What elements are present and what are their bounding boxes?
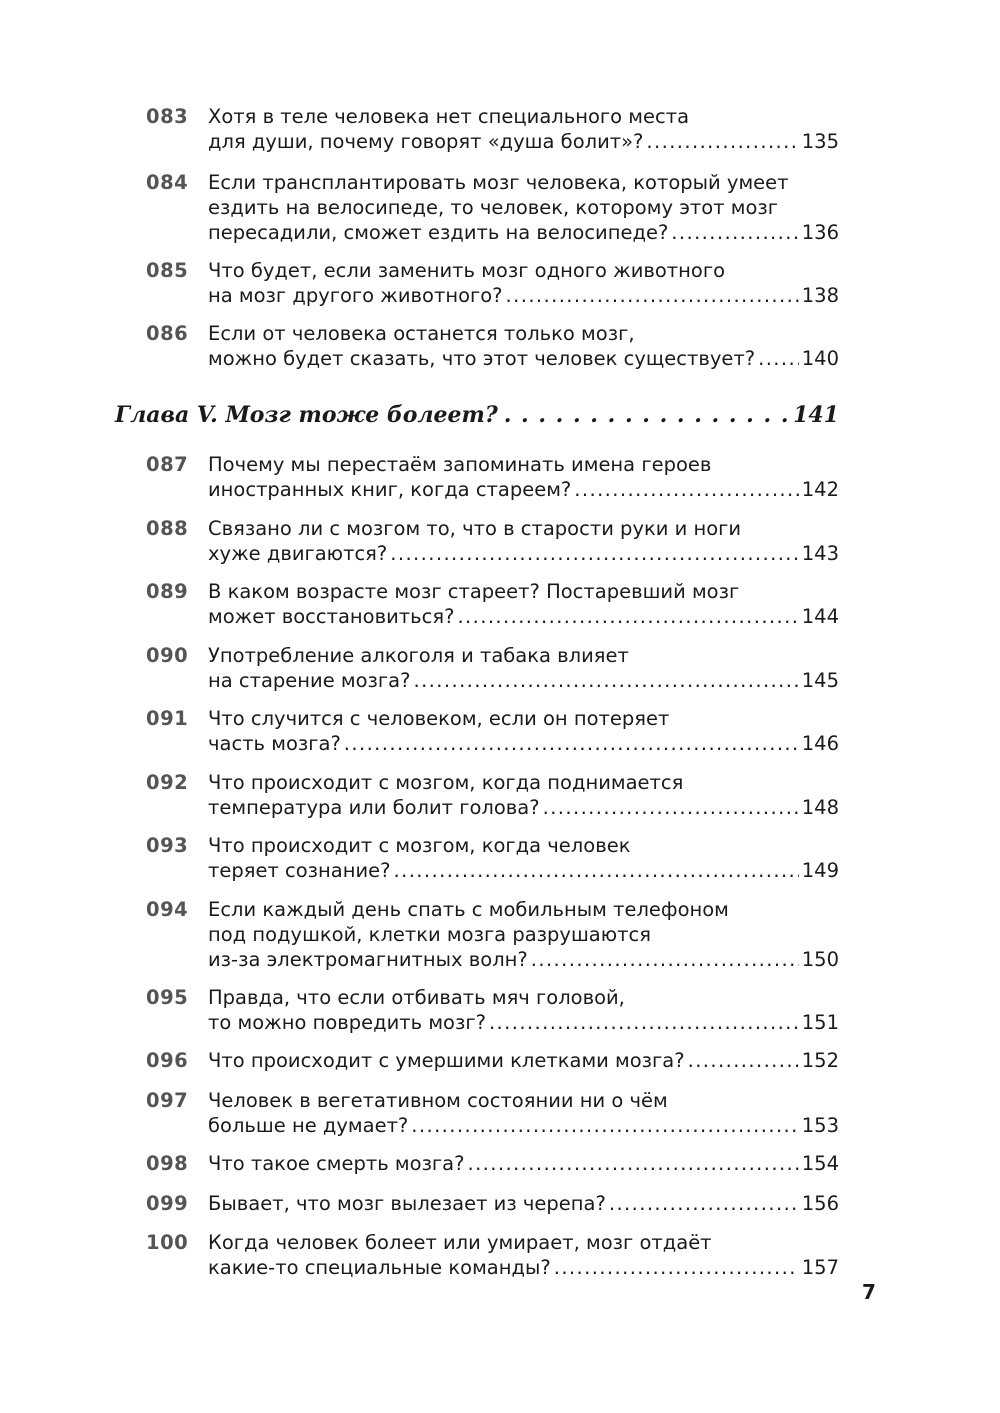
entry-page-number: 135 bbox=[801, 130, 839, 153]
dot-leader bbox=[646, 129, 798, 154]
entry-text-line: Правда, что если отбивать мяч головой, bbox=[208, 986, 625, 1009]
chapter-title: Глава V. Мозг тоже болеет? bbox=[115, 402, 498, 428]
entry-last-line bbox=[208, 1255, 839, 1280]
entry-text-line: температура или болит голова? bbox=[208, 796, 540, 819]
dot-leader bbox=[457, 604, 798, 629]
dot-leader bbox=[531, 947, 799, 972]
entry-number: 092 bbox=[146, 771, 189, 794]
entry-last-line bbox=[208, 858, 839, 883]
entry-last-line bbox=[208, 1151, 839, 1176]
entry-text-line: то можно повредить мозг? bbox=[208, 1011, 486, 1034]
entry-text-line: Что такое смерть мозга? bbox=[208, 1152, 465, 1175]
entry-number: 083 bbox=[146, 105, 189, 128]
entry-page-number: 149 bbox=[801, 859, 839, 882]
entry-last-line bbox=[208, 541, 839, 566]
entry-page-number: 157 bbox=[801, 1256, 839, 1279]
dot-leader bbox=[489, 1010, 799, 1035]
entry-text-line: Что случится с человеком, если он потеряет bbox=[208, 707, 670, 730]
page-folio: 7 bbox=[862, 1280, 876, 1304]
entry-last-line bbox=[208, 1010, 839, 1035]
entry-text-line: Что происходит с мозгом, когда поднимается bbox=[208, 771, 684, 794]
entry-text-line: Хотя в теле человека нет специального места bbox=[208, 105, 690, 128]
entry-text-line: Если от человека останется только мозг, bbox=[208, 322, 635, 345]
chapter-dot-leader bbox=[504, 402, 787, 428]
entry-text-line: Когда человек болеет или умирает, мозг отдаёт bbox=[208, 1231, 712, 1254]
entry-last-line bbox=[208, 604, 839, 629]
entry-number: 098 bbox=[146, 1152, 189, 1175]
entry-last-line bbox=[208, 668, 839, 693]
entry-page-number: 140 bbox=[801, 347, 839, 370]
entry-page-number: 143 bbox=[801, 542, 839, 565]
entry-text-line: В каком возрасте мозг стареет? Постаревший мозг bbox=[208, 580, 740, 603]
entry-text-line: ездить на велосипеде, то человек, которому этот мозг bbox=[208, 196, 778, 219]
toc-entry bbox=[115, 104, 839, 154]
toc-entry bbox=[115, 258, 839, 308]
dot-leader bbox=[671, 220, 798, 245]
entry-text-line: можно будет сказать, что этот человек существует? bbox=[208, 347, 756, 370]
entry-text-line: Почему мы перестаём запоминать имена героев bbox=[208, 453, 712, 476]
entry-number: 084 bbox=[146, 171, 189, 194]
dot-leader bbox=[394, 858, 799, 883]
dot-leader bbox=[467, 1151, 798, 1176]
entry-last-line bbox=[208, 1191, 839, 1216]
toc-entry bbox=[115, 170, 839, 245]
entry-page-number: 150 bbox=[801, 948, 839, 971]
entry-text-line: иностранных книг, когда стареем? bbox=[208, 478, 572, 501]
entry-page-number: 152 bbox=[801, 1049, 839, 1072]
dot-leader bbox=[758, 346, 799, 371]
toc-entry bbox=[115, 321, 839, 371]
entry-text-line: под подушкой, клетки мозга разрушаются bbox=[208, 923, 651, 946]
dot-leader bbox=[413, 668, 798, 693]
dot-leader bbox=[554, 1255, 799, 1280]
dot-leader bbox=[506, 283, 799, 308]
entry-text-line: Если каждый день спать с мобильным телефоном bbox=[208, 898, 729, 921]
toc-entry bbox=[115, 706, 839, 756]
entry-text-line: на старение мозга? bbox=[208, 669, 411, 692]
entry-text-line: Что происходит с мозгом, когда человек bbox=[208, 834, 631, 857]
entry-text-line: часть мозга? bbox=[208, 732, 341, 755]
toc-entry bbox=[115, 1048, 839, 1073]
toc-entry bbox=[115, 897, 839, 972]
entry-last-line bbox=[208, 129, 839, 154]
entry-last-line bbox=[208, 731, 839, 756]
entry-page-number: 136 bbox=[801, 221, 839, 244]
chapter-page-number: 141 bbox=[793, 402, 839, 428]
entry-page-number: 154 bbox=[801, 1152, 839, 1175]
dot-leader bbox=[688, 1048, 799, 1073]
entry-text-line: Если трансплантировать мозг человека, который умеет bbox=[208, 171, 789, 194]
entry-page-number: 138 bbox=[801, 284, 839, 307]
toc-entry bbox=[115, 1191, 839, 1216]
entry-text-line: Бывает, что мозг вылезает из черепа? bbox=[208, 1192, 606, 1215]
entry-number: 089 bbox=[146, 580, 189, 603]
toc-entry bbox=[115, 579, 839, 629]
entry-number: 096 bbox=[146, 1049, 189, 1072]
entry-text-line: Человек в вегетативном состоянии ни о чём bbox=[208, 1089, 668, 1112]
toc-entry bbox=[115, 1088, 839, 1138]
toc-entry bbox=[115, 770, 839, 820]
entry-number: 095 bbox=[146, 986, 189, 1009]
dot-leader bbox=[574, 477, 798, 502]
entry-text-line: теряет сознание? bbox=[208, 859, 391, 882]
entry-text-line: Что будет, если заменить мозг одного животного bbox=[208, 259, 726, 282]
entry-page-number: 148 bbox=[801, 796, 839, 819]
dot-leader bbox=[609, 1191, 799, 1216]
entry-text-line: Что происходит с умершими клетками мозга? bbox=[208, 1049, 685, 1072]
entry-last-line bbox=[208, 477, 839, 502]
toc-entry bbox=[115, 516, 839, 566]
dot-leader bbox=[543, 795, 799, 820]
entry-last-line bbox=[208, 795, 839, 820]
entry-last-line bbox=[208, 220, 839, 245]
entry-number: 087 bbox=[146, 453, 189, 476]
entry-last-line bbox=[208, 346, 839, 371]
entry-text-line: на мозг другого животного? bbox=[208, 284, 503, 307]
entry-number: 088 bbox=[146, 517, 189, 540]
entry-last-line bbox=[208, 1113, 839, 1138]
dot-leader bbox=[344, 731, 799, 756]
entry-number: 099 bbox=[146, 1192, 189, 1215]
toc-entry bbox=[115, 1151, 839, 1176]
entry-page-number: 153 bbox=[801, 1114, 839, 1137]
entry-page-number: 156 bbox=[801, 1192, 839, 1215]
entry-number: 100 bbox=[146, 1231, 189, 1254]
dot-leader bbox=[411, 1113, 798, 1138]
entry-page-number: 145 bbox=[801, 669, 839, 692]
toc-entry bbox=[115, 1230, 839, 1280]
toc-entry bbox=[115, 833, 839, 883]
entry-number: 094 bbox=[146, 898, 189, 921]
entry-text-line: из-за электромагнитных волн? bbox=[208, 948, 528, 971]
entry-text-line: хуже двигаются? bbox=[208, 542, 388, 565]
entry-last-line bbox=[208, 1048, 839, 1073]
entry-number: 090 bbox=[146, 644, 189, 667]
entry-number: 093 bbox=[146, 834, 189, 857]
entry-text-line: может восстановиться? bbox=[208, 605, 455, 628]
entry-text-line: больше не думает? bbox=[208, 1114, 409, 1137]
entry-text-line: пересадили, сможет ездить на велосипеде? bbox=[208, 221, 669, 244]
entry-text-line: Употребление алкоголя и табака влияет bbox=[208, 644, 629, 667]
entry-page-number: 142 bbox=[801, 478, 839, 501]
toc-entry bbox=[115, 452, 839, 502]
entry-last-line bbox=[208, 283, 839, 308]
toc-entry bbox=[115, 985, 839, 1035]
entry-text-line: для души, почему говорят «душа болит»? bbox=[208, 130, 644, 153]
entry-number: 085 bbox=[146, 259, 189, 282]
entry-last-line bbox=[208, 947, 839, 972]
entry-text-line: Связано ли с мозгом то, что в старости руки и ноги bbox=[208, 517, 742, 540]
entry-page-number: 151 bbox=[801, 1011, 839, 1034]
entry-text-line: какие-то специальные команды? bbox=[208, 1256, 551, 1279]
chapter-heading bbox=[115, 402, 839, 428]
entry-number: 097 bbox=[146, 1089, 189, 1112]
entry-page-number: 146 bbox=[801, 732, 839, 755]
entry-number: 086 bbox=[146, 322, 189, 345]
entry-page-number: 144 bbox=[801, 605, 839, 628]
entry-number: 091 bbox=[146, 707, 189, 730]
toc-entry bbox=[115, 643, 839, 693]
dot-leader bbox=[390, 541, 799, 566]
